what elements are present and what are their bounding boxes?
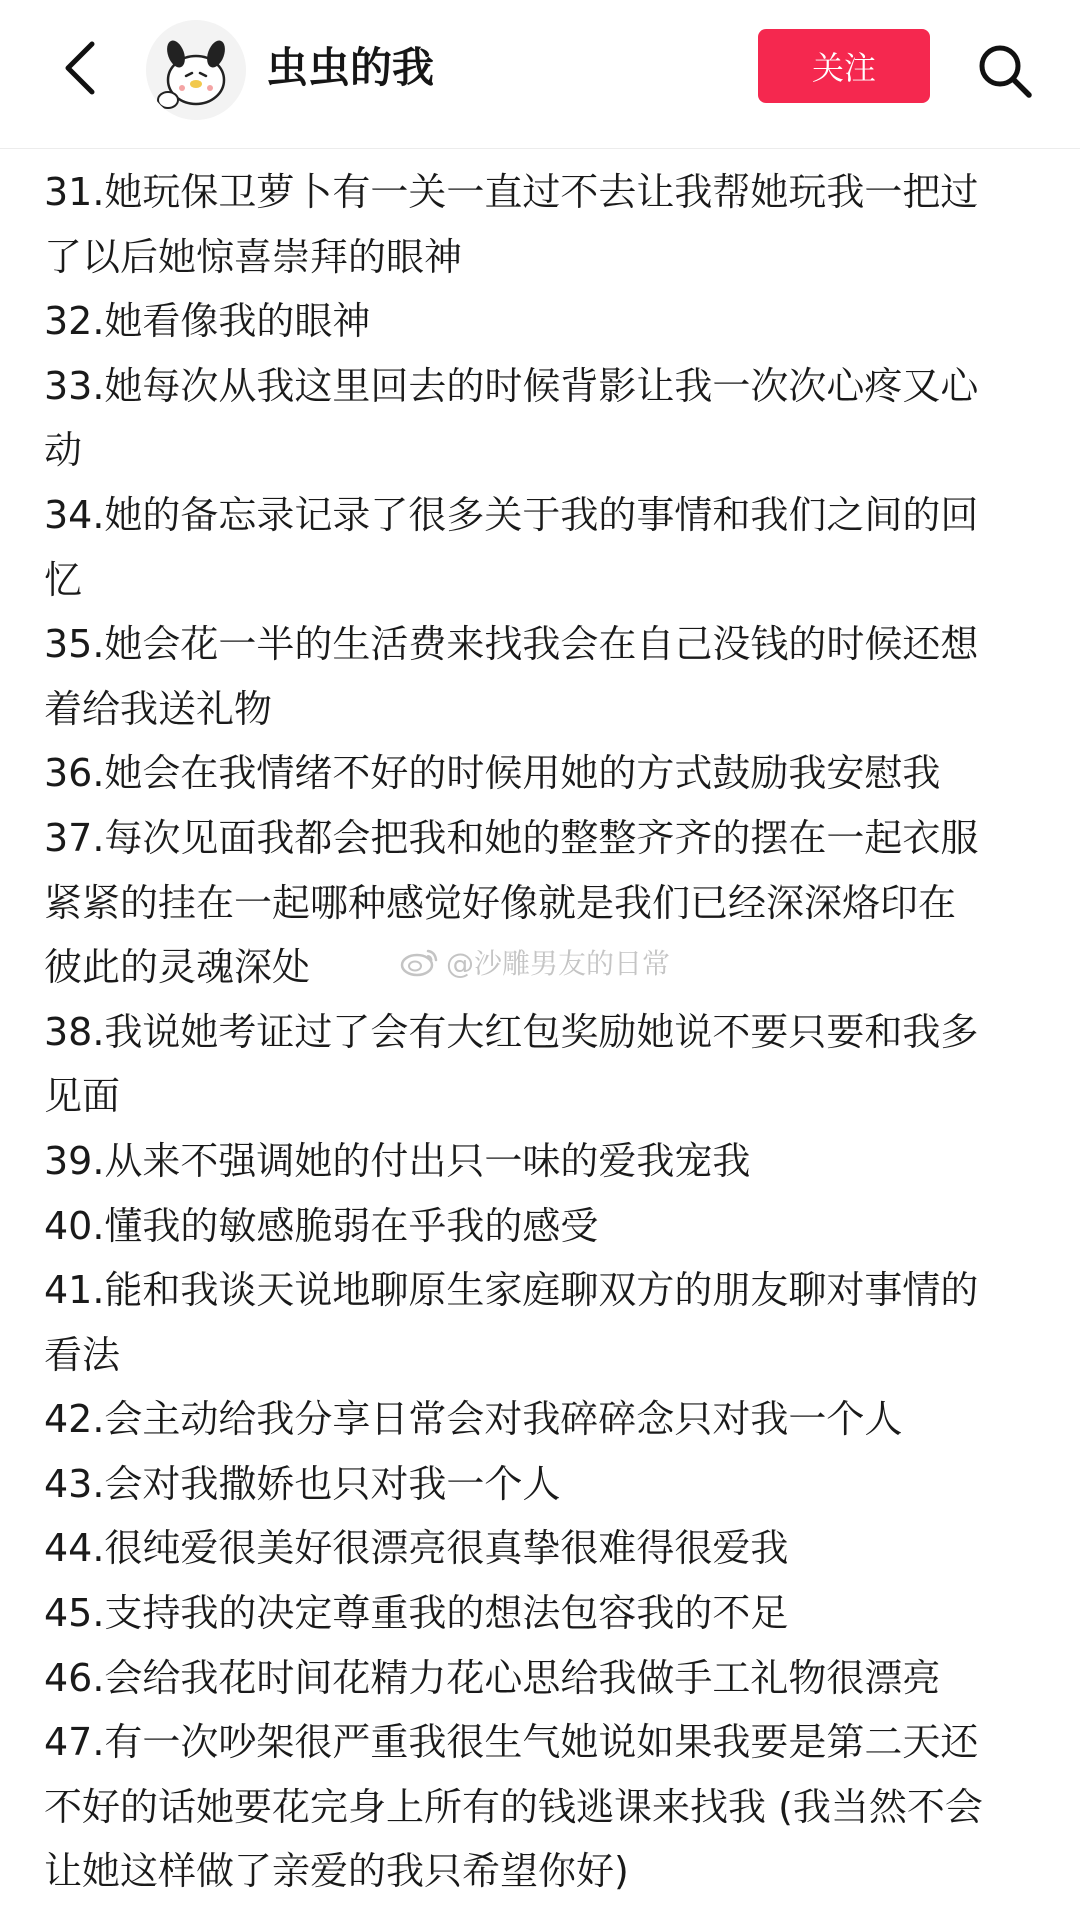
top-bar (0, 0, 1080, 149)
text-line: 41.能和我谈天说地聊原生家庭聊双方的朋友聊对事情的 (44, 1268, 979, 1313)
text-line: 39.从来不强调她的付出只一味的爱我宠我 (44, 1138, 751, 1183)
search-button[interactable] (970, 36, 1040, 106)
text-line: 34.她的备忘录记录了很多关于我的事情和我们之间的回 (44, 492, 979, 537)
text-line: 43.会对我撒娇也只对我一个人 (44, 1461, 561, 1506)
search-icon (976, 42, 1034, 100)
text-line: 彼此的灵魂深处 (44, 945, 311, 990)
text-line: 31.她玩保卫萝卜有一关一直过不去让我帮她玩我一把过 (44, 170, 979, 214)
text-line: 44.很纯爱很美好很漂亮很真挚很难得很爱我 (44, 1526, 789, 1571)
text-line: 着给我送礼物 (44, 686, 273, 731)
text-line: 了以后她惊喜崇拜的眼神 (44, 234, 463, 279)
chevron-left-icon (60, 40, 100, 96)
text-line: 33.她每次从我这里回去的时候背影让我一次次心疼又心 (44, 363, 979, 408)
back-button[interactable] (40, 28, 120, 108)
text-line: 42.会主动给我分享日常会对我碎碎念只对我一个人 (44, 1397, 903, 1442)
text-line: 40.懂我的敏感脆弱在乎我的感受 (44, 1203, 599, 1248)
text-line: 38.我说她考证过了会有大红包奖励她说不要只要和我多 (44, 1009, 979, 1054)
text-line: 见面 (44, 1074, 121, 1119)
text-line: 32.她看像我的眼神 (44, 299, 371, 344)
text-line: 37.每次见面我都会把我和她的整整齐齐的摆在一起衣服 (44, 815, 979, 860)
text-line: 不好的话她要花完身上所有的钱逃课来找我 (我当然不会 (44, 1784, 983, 1829)
watermark-text: @沙雕男友的日常 (446, 947, 671, 980)
text-line: 动 (44, 428, 83, 473)
text-line: 45.支持我的决定尊重我的想法包容我的不足 (44, 1591, 789, 1636)
text-line: 让她这样做了亲爱的我只希望你好) (44, 1849, 629, 1894)
username[interactable]: 虫虫的我 (266, 43, 435, 92)
avatar[interactable] (146, 20, 246, 120)
text-line: 35.她会花一半的生活费来找我会在自己没钱的时候还想 (44, 622, 979, 667)
text-line: 36.她会在我情绪不好的时候用她的方式鼓励我安慰我 (44, 751, 941, 796)
text-line: 看法 (44, 1332, 121, 1377)
text-line: 紧紧的挂在一起哪种感觉好像就是我们已经深深烙印在 (44, 880, 957, 925)
text-line: 忆 (44, 557, 83, 602)
text-line: 46.会给我花时间花精力花心思给我做手工礼物很漂亮 (44, 1655, 941, 1700)
text-line: 47.有一次吵架很严重我很生气她说如果我要是第二天还 (44, 1720, 979, 1765)
follow-button[interactable]: 关注 (758, 29, 930, 103)
post-body (44, 160, 1040, 1904)
